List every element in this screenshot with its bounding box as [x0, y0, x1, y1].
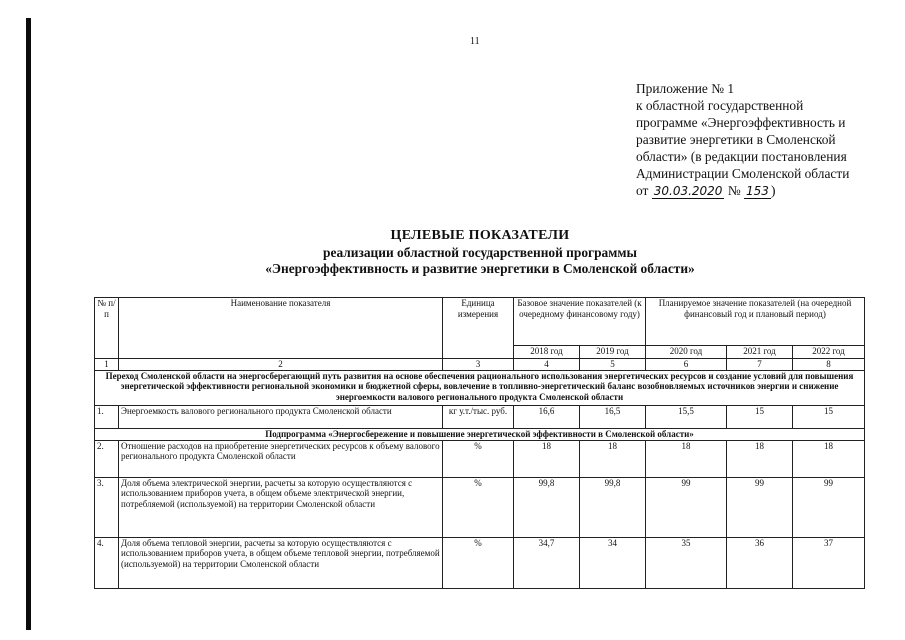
- col-number: 3: [443, 359, 514, 371]
- row-num: 4.: [95, 537, 119, 588]
- col-number: 8: [793, 359, 865, 371]
- row-value: 99,8: [514, 477, 580, 537]
- row-value: 37: [793, 537, 865, 588]
- table-row: [95, 477, 865, 537]
- row-value: 99,8: [580, 477, 646, 537]
- row-num: 1.: [95, 405, 119, 428]
- row-value: 36: [727, 537, 793, 588]
- annex-line: к областной государственной: [636, 98, 804, 113]
- col-number: 4: [514, 359, 580, 371]
- row-unit: %: [443, 477, 514, 537]
- year-2021: 2021 год: [727, 346, 793, 359]
- header-base: Базовое значение показателей (к очередному финансовому году): [514, 298, 646, 346]
- year-2022: 2022 год: [793, 346, 865, 359]
- year-2020: 2020 год: [646, 346, 727, 359]
- indicators-table: [94, 297, 865, 589]
- annex-line: Администрации Смоленской области: [636, 166, 850, 181]
- header-num: № п/п: [95, 298, 119, 359]
- row-num: 2.: [95, 440, 119, 477]
- row-value: 18: [793, 440, 865, 477]
- subprogram-heading: Подпрограмма «Энергосбережение и повышение энергетической эффективности в Смоленской области»: [95, 428, 865, 440]
- row-value: 15,5: [646, 405, 727, 428]
- row-unit: %: [443, 440, 514, 477]
- table-row: [95, 537, 865, 588]
- row-value: 34: [580, 537, 646, 588]
- row-num: 3.: [95, 477, 119, 537]
- col-number: 6: [646, 359, 727, 371]
- row-value: 99: [727, 477, 793, 537]
- annex-line: области» (в редакции постановления: [636, 149, 847, 164]
- col-number: 2: [119, 359, 443, 371]
- col-number: 5: [580, 359, 646, 371]
- row-value: 15: [793, 405, 865, 428]
- table-row: [95, 440, 865, 477]
- date-prefix: от: [636, 183, 649, 198]
- row-unit: %: [443, 537, 514, 588]
- number-prefix: №: [727, 183, 741, 198]
- header-name: Наименование показателя: [119, 298, 443, 359]
- document-subtitle: реализации областной государственной программы: [323, 245, 637, 260]
- annex-line: развитие энергетики в Смоленской: [636, 132, 836, 147]
- annex-date-line: [636, 182, 898, 200]
- year-2018: 2018 год: [514, 346, 580, 359]
- row-value: 99: [646, 477, 727, 537]
- program-name: «Энергоэффективность и развитие энергетики в Смоленской области»: [265, 261, 695, 276]
- annex-line: Приложение № 1: [636, 81, 735, 96]
- section-heading: Переход Смоленской области на энергосберегающий путь развития на основе обеспечения рационального использования энергетических ресурсов и создание условий для повышения энергетической эффективности региональной экономики и бюджетной сферы, вовлечение в топливно-энергетический баланс возобновляемых источников энергии и снижение энергоемкости валового регионального продукта Смоленской области: [95, 370, 865, 405]
- close-paren: ): [770, 184, 776, 199]
- row-value: 18: [646, 440, 727, 477]
- row-value: 16,6: [514, 405, 580, 428]
- row-value: 99: [793, 477, 865, 537]
- row-value: 18: [514, 440, 580, 477]
- row-name: Доля объема электрической энергии, расчеты за которую осуществляются с использованием приборов учета, в общем объеме электрической энергии, потребляемой (используемой) на территории Смоленской области: [119, 477, 443, 537]
- handwritten-number: 153: [745, 184, 769, 198]
- col-number: 7: [727, 359, 793, 371]
- row-value: 18: [580, 440, 646, 477]
- annex-block: [636, 80, 898, 200]
- row-value: 34,7: [514, 537, 580, 588]
- row-value: 18: [727, 440, 793, 477]
- row-name: Энергоемкость валового регионального продукта Смоленской области: [119, 405, 443, 428]
- scan-edge-bar: [26, 18, 31, 630]
- annex-line: программе «Энергоэффективность и: [636, 115, 846, 130]
- handwritten-date: 30.03.2020: [653, 184, 723, 198]
- table-row: [95, 405, 865, 428]
- page-number: 11: [470, 36, 480, 47]
- row-value: 15: [727, 405, 793, 428]
- row-unit: кг у.т./тыс. руб.: [443, 405, 514, 428]
- row-name: Доля объема тепловой энергии, расчеты за которую осуществляются с использованием приборов учета, в общем объеме тепловой энергии, потребляемой (используемой) на территории Смоленской области: [119, 537, 443, 588]
- document-title: ЦЕЛЕВЫЕ ПОКАЗАТЕЛИ: [390, 228, 570, 243]
- header-unit: Единица измерения: [443, 298, 514, 359]
- year-2019: 2019 год: [580, 346, 646, 359]
- row-value: 16,5: [580, 405, 646, 428]
- header-planned: Планируемое значение показателей (на очередной финансовый год и плановый период): [646, 298, 865, 346]
- col-number: 1: [95, 359, 119, 371]
- row-value: 35: [646, 537, 727, 588]
- row-name: Отношение расходов на приобретение энергетических ресурсов к объему валового регионального продукта Смоленской области: [119, 440, 443, 477]
